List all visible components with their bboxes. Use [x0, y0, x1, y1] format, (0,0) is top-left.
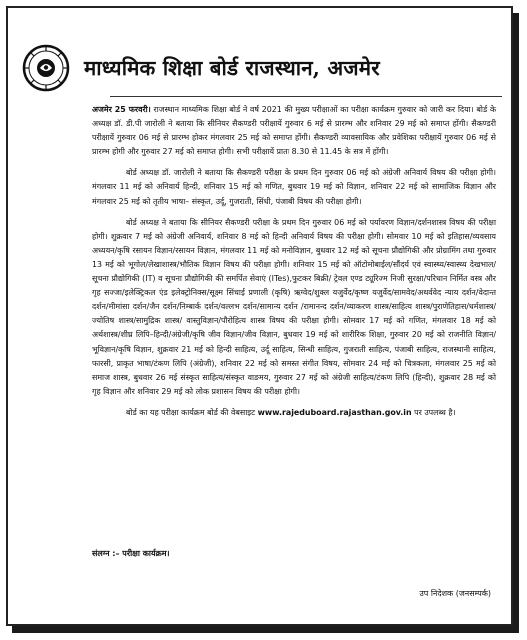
website-note-post: पर उपलब्ध है।	[411, 407, 456, 417]
letterhead	[22, 44, 492, 100]
paragraph-website-note	[92, 406, 496, 420]
page-title: माध्यमिक शिक्षा बोर्ड राजस्थान, अजमेर	[84, 56, 380, 80]
paragraph-intro	[92, 103, 496, 159]
press-release-body	[92, 103, 496, 427]
dateline: अजमेर 25 फरवरी।	[92, 105, 151, 114]
board-website-link[interactable]: www.rajeduboard.rajasthan.gov.in	[257, 407, 412, 417]
board-seal-icon	[22, 44, 70, 92]
enclosure-note: संलग्न :– परीक्षा कार्यक्रम।	[92, 549, 170, 558]
paragraph-intro-text: राजस्थान माध्यमिक शिक्षा बोर्ड ने वर्ष 2021 की मुख्य परीक्षाओं का परीक्षा कार्यक्रम गुरुवार को जारी कर दिया। बोर्ड के अध्यक्ष डॉ. डी.पी जारोली ने बताया कि सीनियर सैकण्डरी परीक्षायें गुरुवार 6 मई से प्रारम्भ और शनिवार 29 मई को समाप्त होंगी। सैकण्डरी परीक्षायें गुरुवार 06 मई से प्रारम्भ होकर मंगलवार 25 मई को समाप्त होंगी। सैकण्डरी व्यावसायिक और प्रवेशिका परीक्षायें गुरुवार 06 मई से प्रारम्भ होगी और गुरुवार 27 मई को समाप्त होगी। सभी परीक्षायें प्रातः 8.30 से 11.45 के सत्र में होंगी।	[92, 105, 496, 157]
website-note-pre: बोर्ड का यह परीक्षा कार्यक्रम बोर्ड की वेबसाइट	[126, 407, 258, 417]
signatory-designation: उप निदेशक (जनसम्पर्क)	[419, 589, 491, 598]
header-divider	[110, 96, 502, 97]
paragraph-senior-secondary-schedule: बोर्ड अध्यक्ष ने बताया कि सीनियर सैकण्डरी परीक्षा के प्रथम दिन गुरुवार 06 मई को पर्यावरण विज्ञान/दर्शनशास्त्र विषय की परीक्षा होगी। शुक्रवार 7 मई को अंग्रेजी अनिवार्य, शनिवार 8 मई को हिन्दी अनिवार्य विषय की परीक्षा होगी। सोमवार 10 मई को इतिहास/व्यवसाय अध्ययन/कृषि रसायन विज्ञान/रसायन विज्ञान, मंगलवार 11 मई को मनोविज्ञान, बुधवार 12 मई को सूचना प्रौद्योगिकी और प्रोग्रामिंग तथा गुरुवार 13 मई को भूगोल/लेखाशास्त्र/भौतिक विज्ञान विषय की परीक्षा होगी। शनिवार 15 मई को ऑटोमोबाईल/सौंदर्य एवं स्वास्थ्य/स्वास्थ्य देखभाल/सूचना प्रौद्योगिकी (IT) व सूचना प्रौद्योगिकी की समर्पित सेवाएं (ITes),फुटकर बिक्री/ ट्रेवल एण्ड ट्यूरिज्म निजी सुरक्षा/परिधान निर्मित वस्त्र और गृह सज्जा/इलेक्ट्रिकल एंड इलेक्ट्रोनिक्स/सूक्ष्म सिंचाई प्रणाली (कृषि) ऋग्वेद/शुक्ल यजुर्वेद/कृष्ण यजुर्वेद/सामवेद/अथर्ववेद न्याय दर्शन/वेदान्त दर्शन/मीमांसा दर्शन/जैन दर्शन/निम्बार्क दर्शन/वल्लभ दर्शन/सामान्य दर्शन /रामानन्द दर्शन/व्याकरण शास्त्र/साहित्य शास्त्र/पुराणेतिहास/धर्मशास्त्र/ज्योतिष शास्त्र/सामुद्रिक शास्त्र/ वास्तुविज्ञान/पौरोहित्य शास्त्र विषय की परीक्षा होगी। सोमवार 17 मई को गणित, मंगलवार 18 मई को अर्थशास्त्र/शीघ्र लिपि–हिन्दी/अंग्रेजी/कृषि जीव विज्ञान/जीव विज्ञान, बुधवार 19 मई को शारीरिक शिक्षा, गुरुवार 20 मई को राजनीति विज्ञान/भूविज्ञान/कृषि विज्ञान, शुक्रवार 21 मई को हिन्दी साहित्य, उर्दू साहित्य, सिन्धी साहित्य, गुजराती साहित्य, पंजाबी साहित्य, राजस्थानी साहित्य, फारसी, प्राकृत भाषा/टंकण लिपि (अंग्रेजी), शनिवार 22 मई को समस्त संगीत विषय, सोमवार 24 मई को चित्रकला, मंगलवार 25 मई को समाज शास्त्र, बुधवार 26 मई संस्कृत साहित्य/संस्कृत वाङमय, गुरुवार 27 मई को अंग्रेजी साहित्य/टंकण लिपि (हिन्दी), शुक्रवार 28 मई को गृह विज्ञान और शनिवार 29 मई को लोक प्रशासन विषय की परीक्षा होगी।	[92, 217, 496, 396]
paragraph-secondary-schedule: बोर्ड अध्यक्ष डॉ. जारोली ने बताया कि सैकण्डरी परीक्षा के प्रथम दिन गुरुवार 06 मई को अंग्रेजी अनिवार्य विषय की परीक्षा होगी। मंगलवार 11 मई को अनिवार्य हिन्दी, शनिवार 15 मई को गणित, बुधवार 19 मई को विज्ञान, शनिवार 22 मई को सामाजिक विज्ञान और मंगलवार 25 मई को तृतीय भाषा– संस्कृत, उर्दू, गुजराती, सिंधी, पंजाबी विषय की परीक्षा होगी।	[92, 168, 496, 206]
